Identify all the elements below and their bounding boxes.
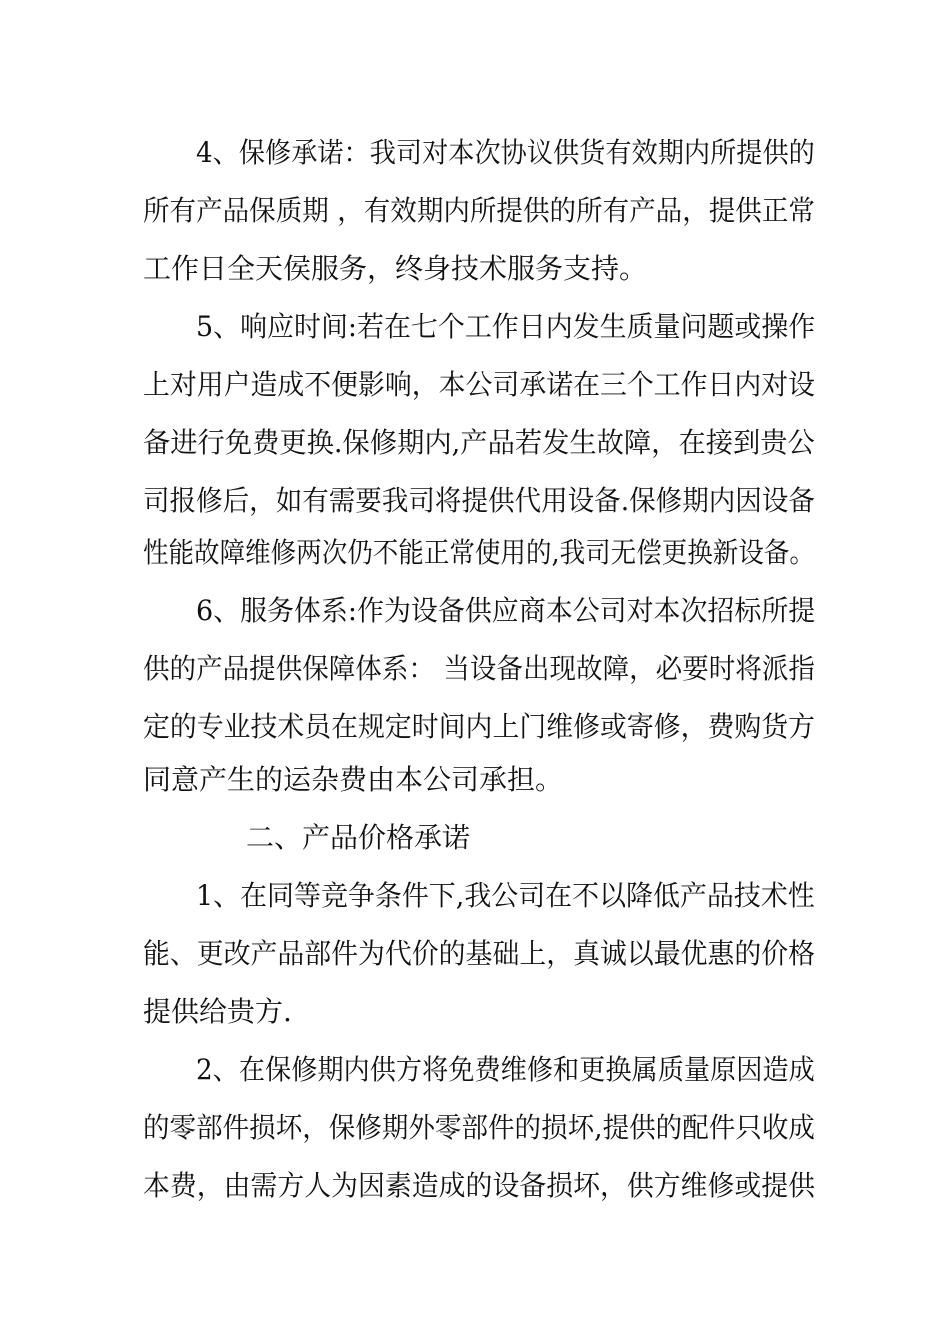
text-line-9: 6、服务体系:作为设备供应商本公司对本次招标所提	[196, 594, 816, 627]
text-line-14: 1、在同等竞争条件下,我公司在不以降低产品技术性	[196, 879, 815, 912]
text-line-2: 所有产品保质期 ，有效期内所提供的所有产品，提供正常	[143, 194, 815, 227]
text-line-6: 备进行免费更换.保修期内,产品若发生故障，在接到贵公	[143, 426, 815, 459]
text-line-7: 司报修后，如有需要我司将提供代用设备.保修期内因设备	[143, 484, 815, 517]
text-line-18: 的零部件损坏，保修期外零部件的损坏,提供的配件只收成	[143, 1111, 815, 1144]
text-line-19: 本费，由需方人为因素造成的设备损坏，供方维修或提供	[143, 1169, 816, 1202]
text-line-16: 提供给贵方.	[143, 995, 292, 1028]
text-line-4: 5、响应时间:若在七个工作日内发生质量问题或操作	[196, 310, 816, 343]
text-line-10: 供的产品提供保障体系： 当设备出现故障，必要时将派指	[143, 652, 815, 685]
text-line-12: 同意产生的运杂费由本公司承担。	[143, 763, 564, 796]
text-line-15: 能、更改产品部件为代价的基础上，真诚以最优惠的价格	[143, 937, 816, 970]
text-line-11: 定的专业技术员在规定时间内上门维修或寄修，费购货方	[143, 710, 816, 743]
text-line-1: 4、保修承诺：我司对本次协议供货有效期内所提供的	[196, 136, 815, 169]
text-line-17: 2、在保修期内供方将免费维修和更换属质量原因造成	[196, 1053, 815, 1086]
section-heading: 二、产品价格承诺	[246, 821, 471, 854]
text-line-5: 上对用户造成不便影响，本公司承诺在三个工作日内对设	[143, 368, 816, 401]
text-line-8: 性能故障维修两次仍不能正常使用的,我司无偿更换新设备。	[143, 536, 815, 569]
text-line-3: 工作日全天侯服务，终身技术服务支持。	[143, 252, 648, 285]
